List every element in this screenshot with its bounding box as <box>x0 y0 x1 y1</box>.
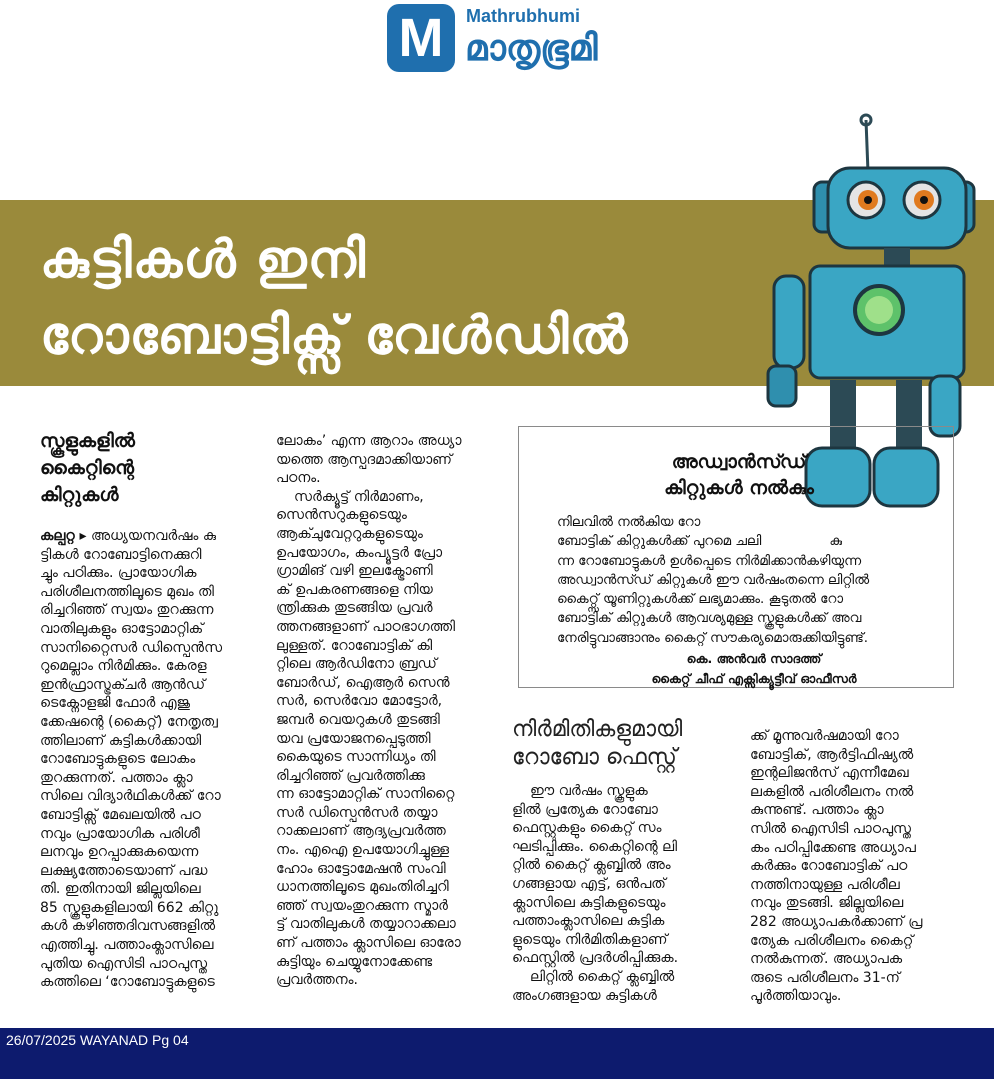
body-line: തി. ഇതിനായി ജില്ലയിലെ <box>40 881 201 898</box>
robo-fest-heading: നിർമിതികളുമായി റോബോ ഫെസ്റ്റ് <box>512 717 683 770</box>
body-line: കൾ കഴിഞ്ഞദിവസങ്ങളിൽ <box>40 918 216 935</box>
headline-line-2: റോബോട്ടിക്സ് വേൾഡിൽ <box>40 306 629 366</box>
body-line: ട്ടികൾ റോബോട്ടിനെക്കുറി <box>40 546 202 563</box>
body-line: രുടെ പരിശീലനം 31-ന് <box>750 969 900 986</box>
edition-info: 26/07/2025 WAYANAD Pg 04 <box>6 1032 189 1048</box>
sidebar-box-heading: അഡ്വാൻസ്ഡ് കിറ്റുകൾ നൽകും <box>664 451 814 499</box>
body-line: 282 അധ്യാപകർക്കാണ് പ്ര <box>750 913 923 930</box>
body-line: ഹോം ഓട്ടോമേഷൻ സംവി <box>276 860 446 877</box>
body-line: രിച്ചറിഞ്ഞ് പ്രവർത്തിക്കു <box>276 767 425 784</box>
body-line: ത്യേക പരിശീലനം കൈറ്റ് <box>750 932 914 949</box>
body-line: ന്ത്രിക്കുക തുടങ്ങിയ പ്രവർ <box>276 600 433 617</box>
sidebar-box <box>518 426 954 688</box>
body-line: റ്റിൽ കൈറ്റ് ക്ലബ്ബിൽ അം <box>512 857 671 874</box>
body-line: ജമ്പർ വെയറുകൾ തുടങ്ങി <box>276 711 440 728</box>
headline <box>40 222 760 374</box>
body-line: ച്ചും പഠിക്കും. പ്രായോഗിക <box>40 565 197 582</box>
headline-line-1: കുട്ടികൾ ഇനി <box>40 230 366 290</box>
body-line: ഇന്റലിജൻസ് എന്നീമേഖ <box>750 765 909 782</box>
body-line: കർക്കും റോബോട്ടിക് പഠ <box>750 858 908 875</box>
body-line: ഗ്രാമിങ് വഴി ഇലക്ട്രോണി <box>276 563 433 580</box>
body-line: പരിശീലനത്തിലൂടെ മുഖം തി <box>40 583 214 600</box>
body-line: എത്തിച്ചു. പത്താംക്ലാസിലെ <box>40 937 214 954</box>
body-line: സിലെ വിദ്യാർഥികൾക്ക് റോ <box>40 788 221 805</box>
body-line: ത്തനങ്ങളാണ് പാഠഭാഗത്തി <box>276 618 456 635</box>
body-line: യവ പ്രയോജനപ്പെടുത്തി <box>276 730 431 747</box>
body-line: ലിറ്റിൽ കൈറ്റ് ക്ലബ്ബിൽ <box>530 968 675 985</box>
body-line: നൽകുന്നത്. അധ്യാപക <box>750 951 903 968</box>
mathrubhumi-logo[interactable] <box>387 4 455 72</box>
article-column-4 <box>750 727 964 1006</box>
brand-name-english: Mathrubhumi <box>466 6 580 26</box>
body-line: കുന്നുണ്ട്. പത്താം ക്ലാ <box>750 802 884 819</box>
sidebar-box-body <box>557 513 937 648</box>
body-line: നിലവിൽ നൽകിയ റോ <box>557 515 701 530</box>
body-line: ബോർഡ്, ഐആർ സെൻ <box>276 674 450 691</box>
body-line: റോബോട്ടുകളുടെ ലോകം <box>40 751 196 768</box>
body-line: 85 സ്കൂളുകളിലായി 662 കിറ്റു <box>40 899 219 916</box>
body-line: ട്ട് വാതിലുകൾ തയ്യാറാക്കലാ <box>276 916 456 933</box>
lead-heading-line: സ്കൂളുകളിൽ <box>40 430 135 452</box>
body-line: റാക്കലാണ് ആദ്യപ്രവർത്ത <box>276 823 446 840</box>
body-line: നത്തിനായുള്ള പരിശീല <box>750 876 900 893</box>
body-line: ളിൽ പ്രത്യേക റോബോ <box>512 801 658 818</box>
body-line: റുമെല്ലാം നിർമിക്കും. കേരള <box>40 658 207 675</box>
body-line: ഞ്ഞ് സ്വയംതുറക്കുന്ന സ്മാർ <box>276 897 448 914</box>
body-line: സാനിറ്റൈസർ ഡിസ്പെൻസ <box>40 639 223 656</box>
body-line: യത്തെ ആസ്പദമാക്കിയാണ് <box>276 451 452 468</box>
body-line: ലകളിൽ പരിശീലനം നൽ <box>750 783 914 800</box>
body-line: റ്റിലെ ആർഡിനോ ബ്രഡ് <box>276 656 437 673</box>
body-line: ആക്ചുവേറ്ററുകളുടെയും <box>276 525 423 542</box>
body-line: സെൻസറുകളുടെയും <box>276 507 407 524</box>
body-line: ധാനത്തിലൂടെ മുഖംതിരിച്ചറി <box>276 879 449 896</box>
body-line: തുറക്കുന്നത്. പത്താം ക്ലാ <box>40 769 193 786</box>
body-line: ന്ന ഓട്ടോമാറ്റിക് സാനിറ്റൈ <box>276 786 455 803</box>
body-line: ലുള്ളത്. റോബോട്ടിക് കി <box>276 637 433 654</box>
body-line: ടെക്നോളജി ഫോർ എജു <box>40 695 191 712</box>
masthead <box>0 0 994 82</box>
body-line: നേരിട്ടുവാങ്ങാനും കൈറ്റ് സൗകര്യമൊരുക്കിയിട്ടുണ്ട്. <box>557 630 868 646</box>
body-line: ക്ലാസിലെ കുട്ടികളുടെയും <box>512 894 666 911</box>
body-line: നവും പ്രായോഗിക പരിശീ <box>40 825 200 842</box>
body-line: ഈ വർഷം സ്കൂളുക <box>530 783 648 799</box>
dateline: കല്പറ്റ ▸ <box>40 528 87 544</box>
lead-heading-line: കൈറ്റിന്റെ <box>40 457 135 479</box>
body-line: ബോട്ടിക് കിറ്റുകൾ ആവശ്യമുള്ള സ്കൂളുകൾക്ക് അവ <box>557 611 862 627</box>
body-line: പത്താംക്ലാസിലെ കുട്ടിക <box>512 913 665 930</box>
signature-title: കൈറ്റ് ചീഫ് എക്സിക്യൂട്ടീവ് ഓഫീസർ <box>651 671 857 686</box>
body-line: പ്രവർത്തനം. <box>276 972 358 989</box>
body-line: ക് ഉപകരണങ്ങളെ നിയ <box>276 581 433 598</box>
body-line: കം പഠിപ്പിക്കേണ്ട അധ്യാപ <box>750 839 916 856</box>
body-line: അഡ്വാൻസ്ഡ് കിറ്റുകൾ ഈ വർഷംതന്നെ ലിറ്റിൽ <box>557 572 870 588</box>
sidebar-box-signature <box>559 649 949 689</box>
body-line: ബോട്ടിക്സ് മേഖലയിൽ പഠ <box>40 806 201 823</box>
article-column-2 <box>276 432 498 990</box>
body-line: കൈറ്റ്സ് യൂണിറ്റുകൾക്ക് ലഭ്യമാക്കും. കൂടുതൽ റോ <box>557 592 843 608</box>
body-line: ബോട്ടിക്, ആർട്ടിഫിഷ്യൽ <box>750 746 914 763</box>
body-line: സർ ഡിസ്പെൻസർ തയ്യാ <box>276 804 438 821</box>
body-line: പഠനം. <box>276 470 321 487</box>
body-line: കത്തിലെ ‘റോബോട്ടുകളുടെ <box>40 974 215 991</box>
body-line: നവും തുടങ്ങി. ജില്ലയിലെ <box>750 895 904 912</box>
body-line: ഫെസ്റ്റുകളും കൈറ്റ് സം <box>512 820 662 837</box>
body-line: പുതിയ ഐസിടി പാഠപുസ്ത <box>40 955 208 972</box>
body-line: ലോകം’ എന്ന ആറാം അധ്യാ <box>276 433 462 449</box>
body-line: കൈയുടെ സാന്നിധ്യം തി <box>276 749 436 766</box>
body-line: കല്പറ്റ ▸ അധ്യയനവർഷം കു <box>40 528 216 544</box>
edition-footer <box>0 1028 994 1079</box>
body-line: ന്ന റോബോട്ടുകൾ ഉൾപ്പെടെ നിർമിക്കാൻകഴിയുന്ന <box>557 553 861 569</box>
body-line: ക്ക് മൂന്നുവർഷമായി റോ <box>750 728 899 744</box>
body-line: വാതിലുകളും ഓട്ടോമാറ്റിക് <box>40 620 204 637</box>
body-line: അംഗങ്ങളായ കുട്ടികൾ <box>512 987 657 1004</box>
body-line: ത്തിലാണ് കുട്ടികൾക്കായി <box>40 732 202 749</box>
body-line: ഫെസ്റ്റിൽ പ്രദർശിപ്പിക്കുക. <box>512 950 679 967</box>
body-line: ഗങ്ങളായ എട്ട്, ഒൻപത് <box>512 875 666 892</box>
signature-name: കെ. അൻവർ സാദത്ത് <box>686 651 822 666</box>
body-line: ണ് പത്താം ക്ലാസിലെ ഓരോ <box>276 935 461 952</box>
body-line: ലക്ഷ്യത്തോടെയാണ് പദ്ധ <box>40 862 208 879</box>
article-column-1 <box>40 527 258 992</box>
body-line: സർ, സെർവോ മോട്ടോർ, <box>276 693 443 710</box>
body-line: ളുടെയും നിർമിതികളാണ് <box>512 931 668 948</box>
body-line: സർക്യൂട്ട് നിർമാണം, <box>294 488 424 505</box>
body-line: സിൽ ഐസിടി പാഠപുസ്ത <box>750 820 911 837</box>
lead-story-heading <box>40 428 250 509</box>
body-line: ലനവും ഉറപ്പാക്കുകയെന്ന <box>40 844 199 861</box>
body-line: ക്കേഷന്റെ (കൈറ്റ്) നേതൃത്വ <box>40 713 218 730</box>
body-line: നം. എഐ ഉപയോഗിച്ചുള്ള <box>276 842 450 859</box>
lead-heading-line: കിറ്റുകൾ <box>40 484 119 506</box>
body-line: കുട്ടിയും ചെയ്യുനോക്കേണ്ട <box>276 953 433 970</box>
body-line: ഇൻഫ്രാസ്ട്രക്ചർ ആൻഡ് <box>40 676 206 693</box>
logo-letter: M <box>398 8 444 68</box>
body-line: പൂർത്തിയാവും. <box>750 988 842 1005</box>
body-line: ഘടിപ്പിക്കും. കൈറ്റിന്റെ ലി <box>512 838 678 855</box>
body-line: ബോട്ടിക് കിറ്റുകൾക്ക് പുറമെ ചലി കു <box>557 534 842 550</box>
body-line: ഉപയോഗം, കംപ്യൂട്ടർ പ്രോ <box>276 544 443 561</box>
brand-name-malayalam: മാതൃഭൂമി <box>465 27 598 68</box>
body-line: രിച്ചറിഞ്ഞ് സ്വയം തുറക്കുന്ന <box>40 602 214 619</box>
article-column-3 <box>512 782 726 1005</box>
